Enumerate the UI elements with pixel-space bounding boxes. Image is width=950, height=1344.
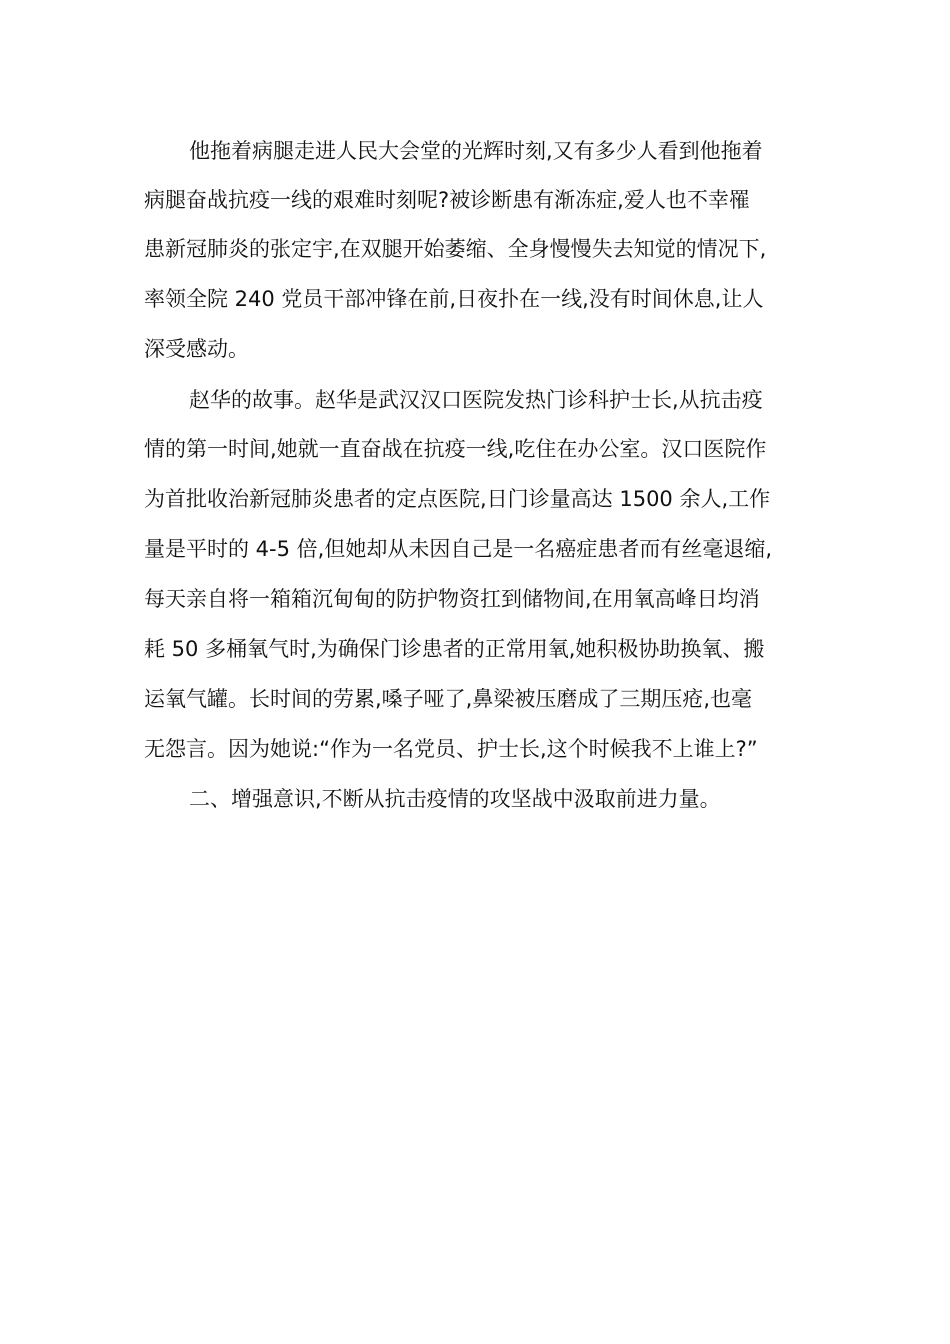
paragraph-2-line-7: 运氧气罐。长时间的劳累,嗓子哑了,鼻梁被压磨成了三期压疮,也毫 <box>144 687 753 711</box>
paragraph-2-line-2: 情的第一时间,她就一直奋战在抗疫一线,吃住在办公室。汉口医院作 <box>144 437 767 461</box>
paragraph-1-line-3: 患新冠肺炎的张定宇,在双腿开始萎缩、全身慢慢失去知觉的情况下, <box>144 237 767 261</box>
paragraph-1-line-1: 他拖着病腿走进人民大会堂的光辉时刻,又有多少人看到他拖着 <box>189 139 763 163</box>
paragraph-2-line-4: 量是平时的 4-5 倍,但她却从未因自己是一名癌症患者而有丝毫退缩, <box>144 537 772 561</box>
paragraph-1-line-4: 率领全院 240 党员干部冲锋在前,日夜扑在一线,没有时间休息,让人 <box>144 287 764 311</box>
paragraph-2-line-5: 每天亲自将一箱箱沉甸甸的防护物资扛到储物间,在用氧高峰日均消 <box>144 587 760 611</box>
paragraph-2-line-3: 为首批收治新冠肺炎患者的定点医院,日门诊量高达 1500 余人,工作 <box>144 487 771 511</box>
paragraph-1-line-5: 深受感动。 <box>144 337 249 361</box>
paragraph-2-line-6: 耗 50 多桶氧气时,为确保门诊患者的正常用氧,她积极协助换氧、搬 <box>144 637 765 661</box>
paragraph-1-line-2: 病腿奋战抗疫一线的艰难时刻呢?被诊断患有渐冻症,爱人也不幸罹 <box>144 188 750 212</box>
paragraph-2-line-1: 赵华的故事。赵华是武汉汉口医院发热门诊科护士长,从抗击疫 <box>189 388 763 412</box>
paragraph-2-line-8: 无怨言。因为她说:“作为一名党员、护士长,这个时候我不上谁上?” <box>144 737 758 761</box>
section-heading: 二、增强意识,不断从抗击疫情的攻坚战中汲取前进力量。 <box>189 787 721 811</box>
